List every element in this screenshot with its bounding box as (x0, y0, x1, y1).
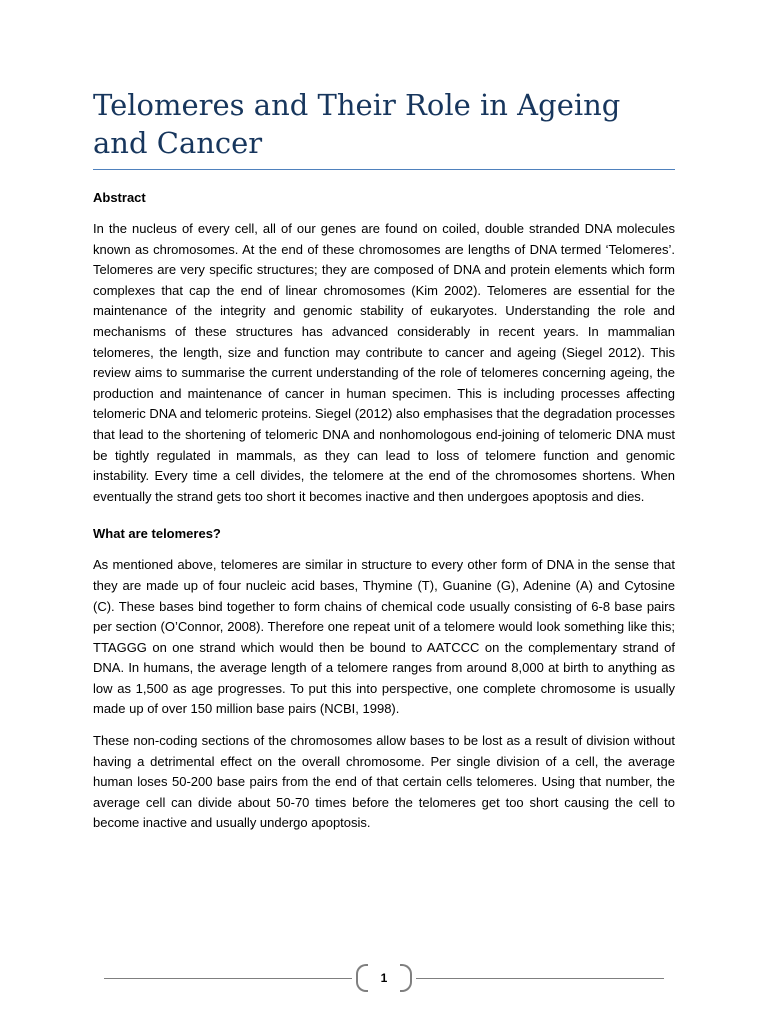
body-paragraph: As mentioned above, telomeres are similar in structure to every other form of DNA in the sense that they are made up of four nucleic acid bases, Thymine (T), Guanine (G), Adenine (A) and Cytosine (C). These bases bind together to form chains of chemical code usually consisting of 6-8 base pairs per section (O’Connor, 2008). Therefore one repeat unit of a telomere would look something like this; TTAGGG on one strand which would then be bound to AATCCC on the complementary strand of DNA. In humans, the average length of a telomere ranges from around 8,000 at birth to anything as low as 1,500 as age progresses. To put this into perspective, one complete chromosome is usually made up of over 150 million base pairs (NCBI, 1998). (93, 557, 675, 717)
abstract-paragraph: In the nucleus of every cell, all of our genes are found on coiled, double stranded DNA molecules known as chromosomes. At the end of these chromosomes are lengths of DNA termed ‘Telomeres’. Telomeres are very specific structures; they are composed of DNA and protein elements which form complexes that cap the end of linear chromosomes (Kim 2002). Telomeres are essential for the maintenance of the integrity and genomic stability of eukaryotes. Understanding the role and mechanisms of these structures has advanced considerably in recent years. In mammalian telomeres, the length, size and function may contribute to cancer and ageing (Siegel 2012). This review aims to summarise the current understanding of the role of telomeres concerning ageing, the production and maintenance of cancer in human specimen. This is including processes affecting telomeric DNA and telomeric proteins. Siegel (2012) also emphasises that the degradation processes that lead to the shortening of telomeric DNA and nonhomologous end-joining of telomeric DNA must be tightly regulated in mammals, as they can lead to loss of telomere function and genomic instability. Every time a cell divides, the telomere at the end of the chromosomes shortens. When eventually the strand gets too short it becomes inactive and then undergoes apoptosis and dies. (93, 221, 675, 504)
footer-rule-right (416, 978, 664, 979)
document-title: Telomeres and Their Role in Ageing and Cancer (93, 86, 675, 170)
document-page (93, 86, 675, 845)
footer-rule-left (104, 978, 352, 979)
section-abstract (93, 190, 675, 507)
section-heading-what-are-telomeres: What are telomeres? (93, 526, 221, 542)
footer-bracket-right-icon (400, 964, 412, 992)
page-number: 1 (380, 971, 388, 985)
page-footer (104, 964, 664, 994)
body-paragraph: These non-coding sections of the chromosomes allow bases to be lost as a result of division without having a detrimental effect on the overall chromosome. Per single division of a cell, the average human loses 50-200 base pairs from the end of that certain cells telomeres. Using that number, the average cell can divide about 50-70 times before the telomeres get too short causing the cell to become inactive and usually undergo apoptosis. (93, 733, 675, 831)
section-what-are-telomeres (93, 526, 675, 834)
section-heading-abstract: Abstract (93, 190, 146, 205)
footer-bracket-left-icon (356, 964, 368, 992)
